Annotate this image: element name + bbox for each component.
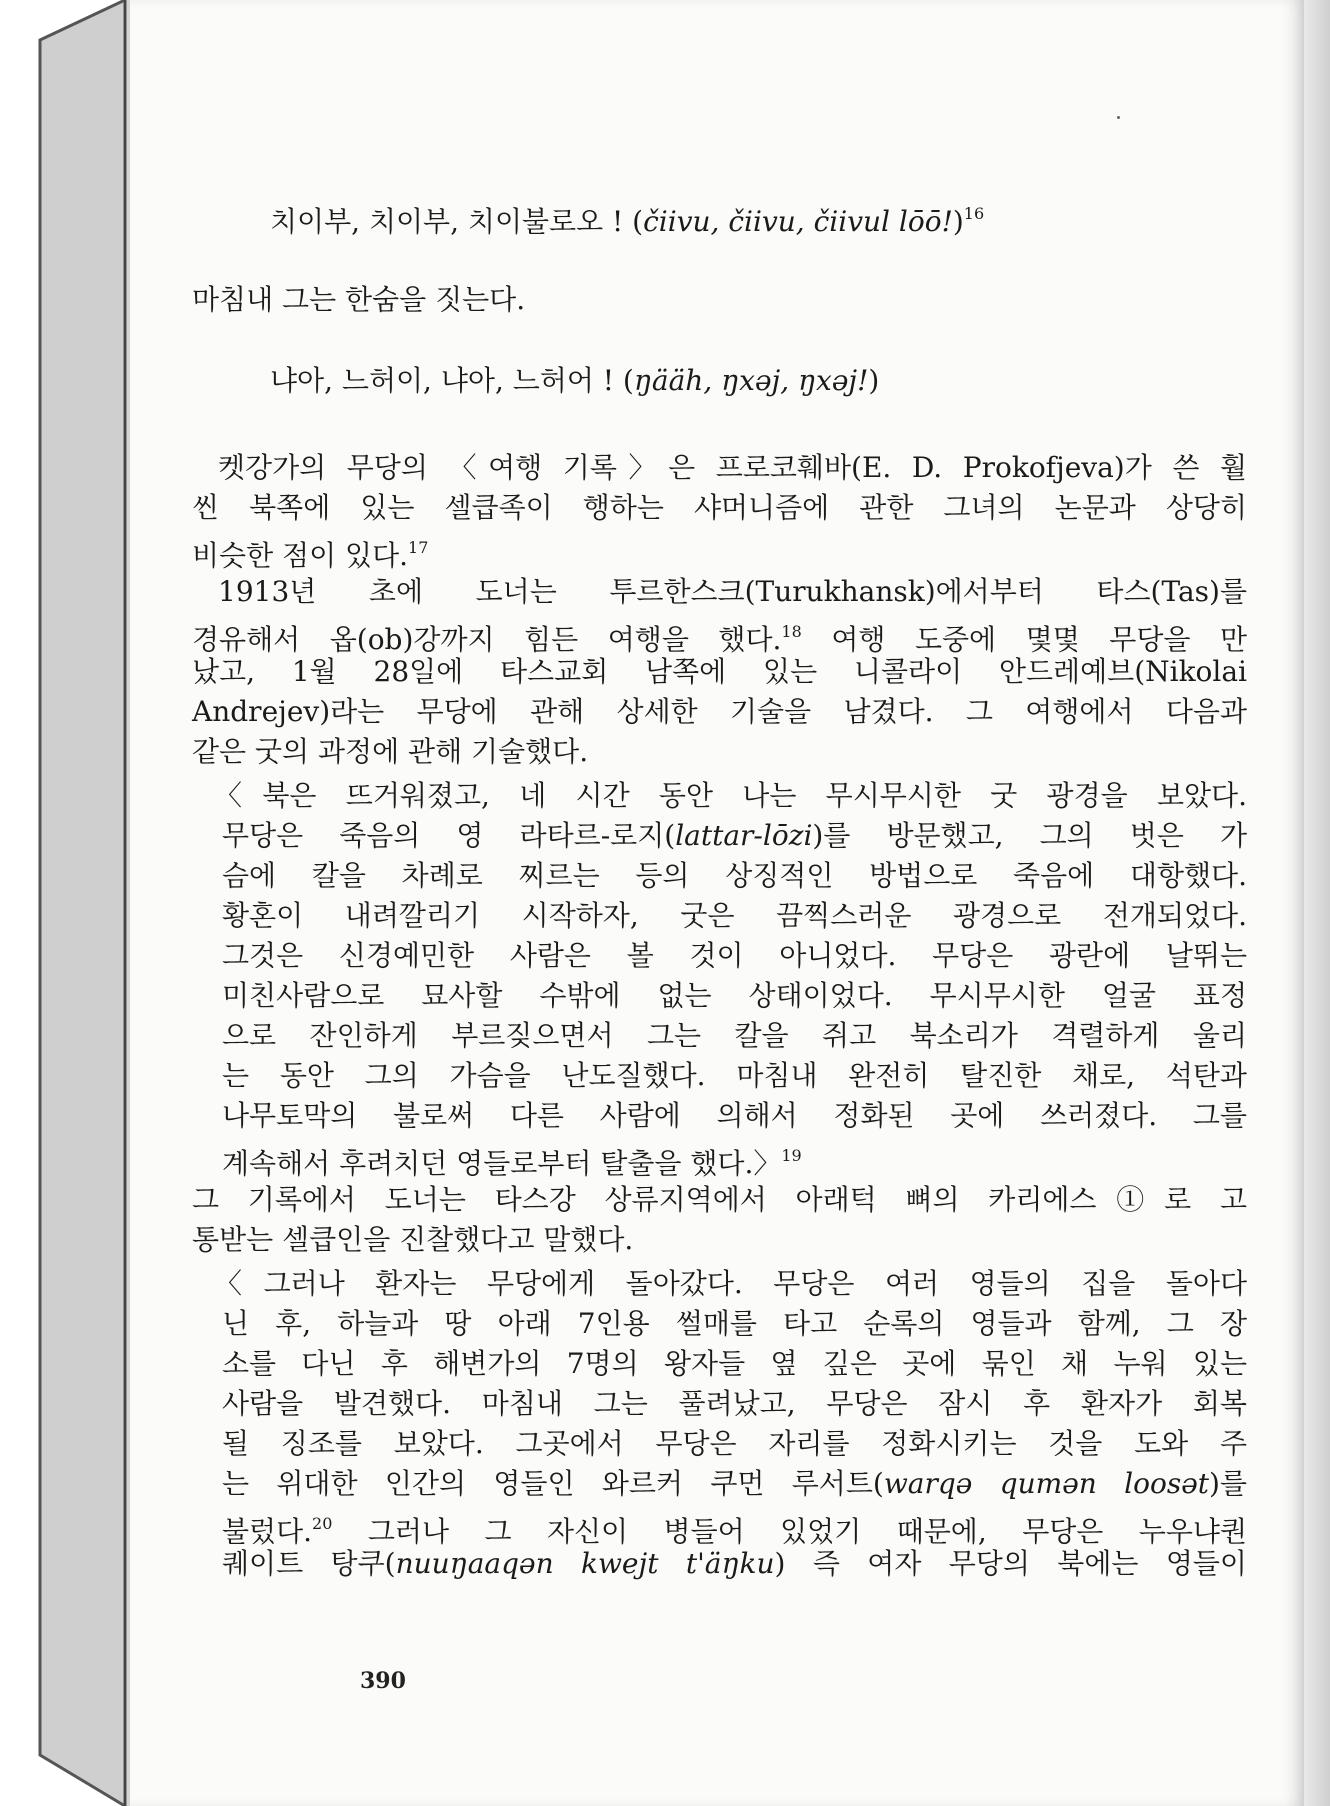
text-line: 비슷한 점이 있다.$^{17}$ [192,538,429,572]
text-line: 될 징조를 보았다. 그곳에서 무당은 자리를 정화시키는 것을 도와 주 [222,1427,1247,1460]
text-line: 통받는 셀큽인을 진찰했다고 말했다. [192,1223,634,1256]
text-line: 사람을 발견했다. 마침내 그는 풀려났고, 무당은 잠시 후 환자가 회복 [222,1387,1247,1420]
text-line: 퀘이트 탕쿠(nuuŋaaqən kwejt t'äŋku) 즉 여자 무당의 북에는 영들이 [222,1547,1247,1580]
text-line: 는 위대한 인간의 영들인 와르커 쿠먼 루서트(warqə qumən loosət)를 [222,1467,1247,1500]
page-number: 390 [360,1668,406,1694]
text-line: 무당은 죽음의 영 라타르-로지(lattar-lōzi)를 방문했고, 그의 벗은 가 [222,819,1247,852]
page-edge-shadow [1304,0,1330,1806]
text-line: 으로 잔인하게 부르짖으면서 그는 칼을 쥐고 북소리가 격렬하게 울리 [222,1019,1247,1052]
text-line: 불렀다.$^{20}$ 그러나 그 자신이 병들어 있었기 때문에, 무당은 누우냐퀀 [222,1514,1247,1548]
text-line: 닌 후, 하늘과 땅 아래 7인용 썰매를 타고 순록의 영들과 함께, 그 장 [222,1307,1247,1340]
text-line: 같은 굿의 과정에 관해 기술했다. [192,735,589,768]
text-line: 1913년 초에 도너는 투르한스크(Turukhansk)에서부터 타스(Tas)를 [218,575,1247,608]
text-line: 그것은 신경예민한 사람은 볼 것이 아니었다. 무당은 광란에 날뛰는 [222,939,1247,972]
text-line: 계속해서 후려치던 영들로부터 탈출을 했다.〉$^{19}$ [222,1146,802,1180]
text-line: 〈그러나 환자는 무당에게 돌아갔다. 무당은 여러 영들의 집을 돌아다 [214,1267,1247,1300]
text-line: 는 동안 그의 가슴을 난도질했다. 마침내 완전히 탈진한 채로, 석탄과 [222,1059,1247,1092]
text-line: 그 기록에서 도너는 타스강 상류지역에서 아래턱 뼈의 카리에스①로 고 [192,1183,1247,1216]
text-line: 씬 북쪽에 있는 셀큽족이 행하는 샤머니즘에 관한 그녀의 논문과 상당히 [192,491,1247,524]
book-spine [0,0,140,1806]
text-line: 켓강가의 무당의 〈여행 기록〉은 프로코훼바(E. D. Prokofjeva)가 쓴 훨 [218,451,1247,484]
chant-line-2: 냐아, 느허이, 냐아, 느허어 ! (ŋääh, ŋxəj, ŋxəj!) [270,364,880,397]
text-line: 나무토막의 불로써 다른 사람에 의해서 정화된 곳에 쓰러졌다. 그를 [222,1099,1247,1132]
text-line: 났고, 1월 28일에 타스교회 남쪽에 있는 니콜라이 안드레예브(Nikolai [192,655,1247,688]
text-line: 〈북은 뜨거워졌고, 네 시간 동안 나는 무시무시한 굿 광경을 보았다. [214,779,1247,812]
speck [1117,116,1120,119]
text-line: 슴에 칼을 차례로 찌르는 등의 상징적인 방법으로 죽음에 대항했다. [222,859,1247,892]
text-line: 마침내 그는 한숨을 짓는다. [192,283,526,316]
text-line: 소를 다닌 후 해변가의 7명의 왕자들 옆 깊은 곳에 묶인 채 누워 있는 [222,1347,1247,1380]
text-line: 경유해서 옵(ob)강까지 힘든 여행을 했다.$^{18}$ 여행 도중에 몇몇 무당을 만 [192,622,1248,656]
chant-line-1: 치이부, 치이부, 치이불로오 ! (čiivu, čiivu, čiivul lōō!)$^{16}$ [270,204,985,238]
text-line: Andrejev)라는 무당에 관해 상세한 기술을 남겼다. 그 여행에서 다음과 [192,695,1247,728]
text-line: 황혼이 내려깔리기 시작하자, 굿은 끔찍스러운 광경으로 전개되었다. [222,899,1247,932]
text-line: 미친사람으로 묘사할 수밖에 없는 상태이었다. 무시무시한 얼굴 표정 [222,979,1247,1012]
